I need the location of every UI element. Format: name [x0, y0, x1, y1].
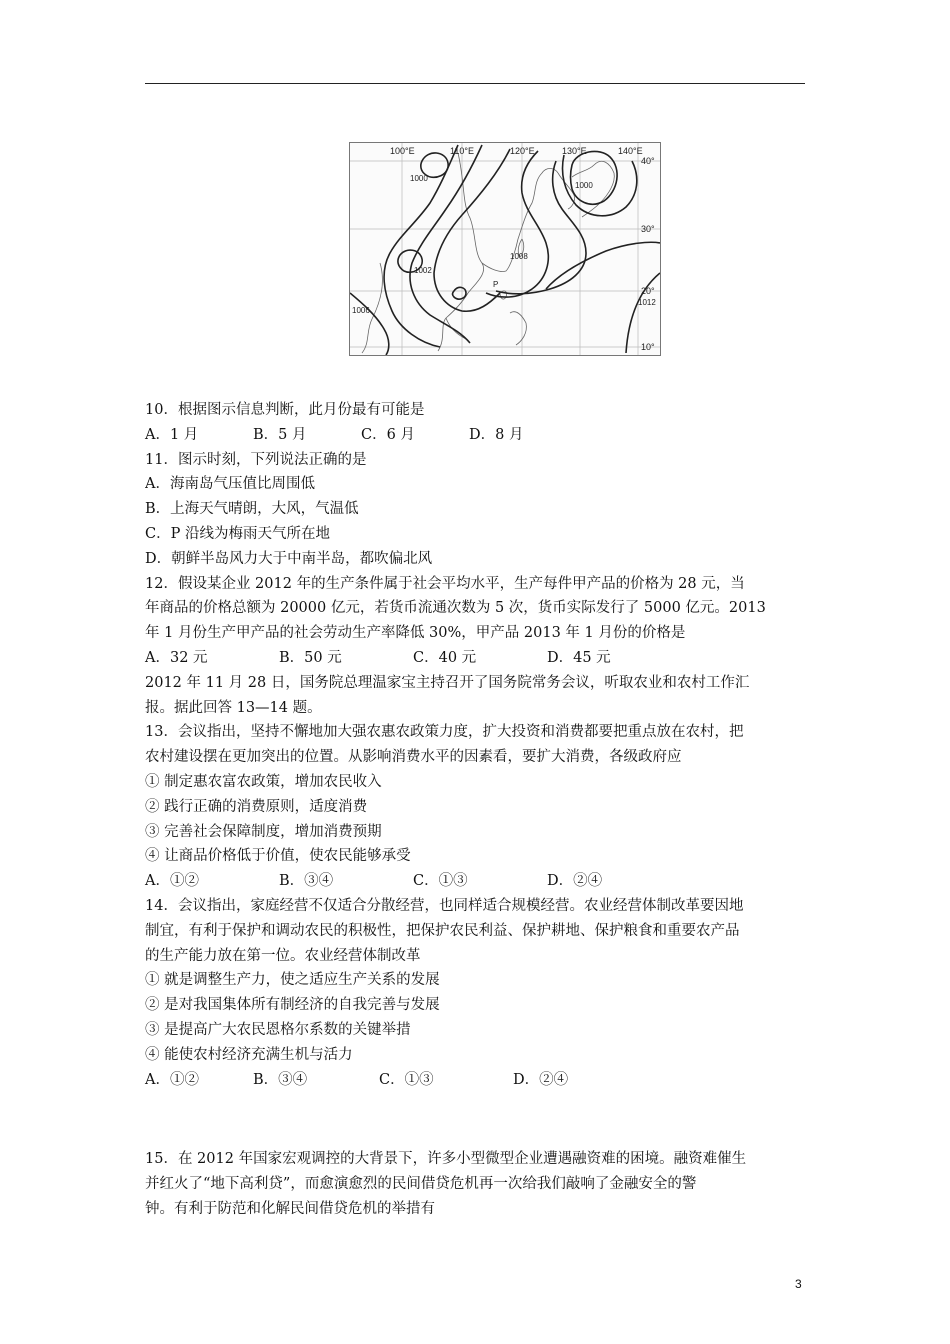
- statement-2: ② 践行正确的消费原则，适度消费: [145, 798, 368, 815]
- lat-label: 10°: [641, 342, 655, 352]
- lon-label: 130°E: [562, 146, 587, 156]
- lon-label: 120°E: [510, 146, 535, 156]
- option-d: D．②④: [547, 873, 603, 890]
- lat-label: 40°: [641, 156, 655, 166]
- option-a: A．1 月: [145, 426, 199, 443]
- isobar-map-svg: [350, 143, 660, 355]
- isobar-label: 1000: [410, 174, 428, 183]
- option-b: B．上海天气晴朗，大风，气温低: [145, 501, 359, 518]
- header-rule: [145, 83, 805, 84]
- option-d: D．8 月: [469, 426, 524, 443]
- option-c: C．40 元: [413, 649, 477, 666]
- option-d: D．45 元: [547, 649, 611, 666]
- statement-3: ③ 是提高广大农民恩格尔系数的关键举措: [145, 1021, 411, 1038]
- question-15-line-1: 15．在 2012 年国家宏观调控的大背景下，许多小型微型企业遭遇融资难的困境。融资难催生: [145, 1151, 747, 1167]
- lat-label: 20°: [641, 286, 655, 296]
- option-a: A．海南岛气压值比周围低: [145, 476, 315, 493]
- question-13-line-1: 13．会议指出，坚持不懈地加大强农惠农政策力度，扩大投资和消费都要把重点放在农村，把: [145, 724, 744, 741]
- statement-4: ④ 让商品价格低于价值，使农民能够承受: [145, 848, 411, 865]
- lon-label: 110°E: [450, 146, 474, 156]
- question-15-line-2: 并红火了“地下高利贷”，而愈演愈烈的民间借贷危机再一次给我们敲响了金融安全的警: [145, 1175, 697, 1192]
- options-q10: [145, 423, 810, 448]
- question-block-15: [145, 1147, 810, 1221]
- option-b: B．③④: [253, 1071, 308, 1088]
- question-13-line-2: 农村建设摆在更加突出的位置。从影响消费水平的因素看，要扩大消费，各级政府应: [145, 749, 682, 766]
- question-14-line-2: 制宜，有利于保护和调动农民的积极性，把保护农民利益、保护耕地、保护粮食和重要农产品: [145, 922, 740, 939]
- question-14-line-3: 的生产能力放在第一位。农业经营体制改革: [145, 947, 421, 964]
- isobar-label: 1002: [414, 266, 432, 275]
- option-b: B．5 月: [253, 426, 307, 443]
- isobar-label: 1000: [575, 181, 593, 190]
- statement-3: ③ 完善社会保障制度，增加消费预期: [145, 823, 382, 840]
- isobar-label: 1006: [352, 306, 370, 315]
- options-q13: [145, 869, 810, 894]
- material-line-2: 报。据此回答 13—14 题。: [145, 699, 322, 716]
- question-12-line-1: 12．假设某企业 2012 年的生产条件属于社会平均水平，生产每件甲产品的价格为 28 元，当: [145, 575, 745, 592]
- page-number: 3: [795, 1277, 802, 1291]
- option-c: C．①③: [379, 1071, 434, 1088]
- option-b: B．③④: [279, 873, 334, 890]
- option-d: D．朝鲜半岛风力大于中南半岛，都吹偏北风: [145, 550, 433, 567]
- point-p-label: P: [493, 280, 499, 289]
- question-block-10-14: [145, 398, 810, 1092]
- option-c: C．6 月: [361, 426, 415, 443]
- question-12-line-3: 年 1 月份生产甲产品的社会劳动生产率降低 30%，甲产品 2013 年 1 月份的价格是: [145, 625, 686, 642]
- options-q14: [145, 1068, 810, 1093]
- question-11: 11．图示时刻，下列说法正确的是: [145, 451, 367, 468]
- option-d: D．②④: [513, 1071, 569, 1088]
- isobar-label: 1012: [638, 298, 656, 307]
- question-14-line-1: 14．会议指出，家庭经营不仅适合分散经营，也同样适合规模经营。农业经营体制改革要因地: [145, 897, 744, 914]
- lon-label: 100°E: [390, 146, 415, 156]
- option-a: A．①②: [145, 1071, 199, 1088]
- option-b: B．50 元: [279, 649, 342, 666]
- option-c: C．①③: [413, 873, 468, 890]
- isobar-label: 1008: [510, 252, 528, 261]
- material-line-1: 2012 年 11 月 28 日，国务院总理温家宝主持召开了国务院常务会议，听取农业和农村工作汇: [145, 674, 750, 691]
- isobar-map: [349, 142, 661, 356]
- statement-4: ④ 能使农村经济充满生机与活力: [145, 1046, 353, 1063]
- option-a: A．32 元: [145, 649, 208, 666]
- question-12-line-2: 年商品的价格总额为 20000 亿元，若货币流通次数为 5 次，货币实际发行了 5000 亿元。2013: [145, 600, 766, 617]
- option-a: A．①②: [145, 873, 199, 890]
- lon-label: 140°E: [618, 146, 643, 156]
- lat-label: 30°: [641, 224, 655, 234]
- question-10: 10．根据图示信息判断，此月份最有可能是: [145, 402, 425, 418]
- statement-1: ① 制定惠农富农政策，增加农民收入: [145, 773, 382, 790]
- option-c: C．P 沿线为梅雨天气所在地: [145, 525, 330, 542]
- statement-2: ② 是对我国集体所有制经济的自我完善与发展: [145, 997, 440, 1014]
- options-q12: [145, 646, 810, 671]
- statement-1: ① 就是调整生产力，使之适应生产关系的发展: [145, 972, 440, 989]
- question-15-line-3: 钟。有利于防范和化解民间借贷危机的举措有: [145, 1200, 435, 1217]
